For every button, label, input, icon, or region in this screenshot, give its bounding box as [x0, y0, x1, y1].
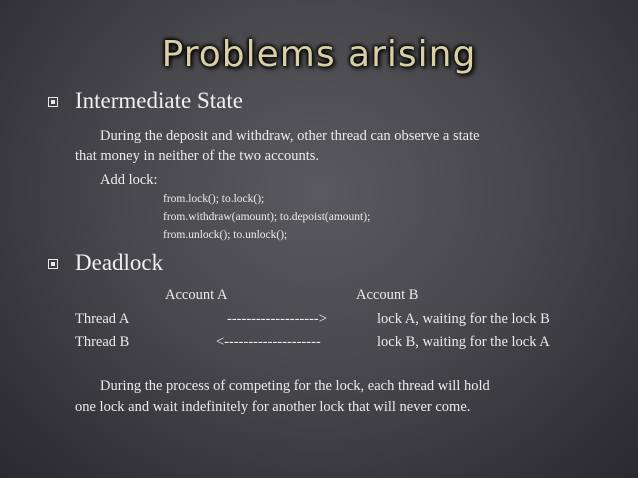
paragraph-line: one lock and wait indefinitely for another lock that will never come. — [75, 399, 471, 415]
slide-title: Problems arising — [161, 34, 477, 75]
account-a-label: Account A — [165, 287, 228, 303]
paragraph-line: During the deposit and withdraw, other thread can observe a state — [100, 128, 480, 144]
bullet-icon — [48, 97, 58, 107]
account-b-label: Account B — [356, 287, 419, 303]
code-line: from.withdraw(amount); to.depoist(amount); — [163, 211, 371, 223]
add-lock-label: Add lock: — [100, 172, 158, 188]
code-line: from.lock(); to.lock(); — [163, 193, 265, 205]
paragraph-line: that money in neither of the two accounts. — [75, 148, 320, 164]
thread-a-description: lock A, waiting for the lock B — [377, 311, 550, 327]
thread-a-label: Thread A — [75, 311, 130, 327]
thread-b-label: Thread B — [75, 334, 130, 350]
section-heading-deadlock: Deadlock — [75, 250, 164, 275]
code-line: from.unlock(); to.unlock(); — [163, 229, 288, 241]
arrow-left: <-------------------- — [216, 334, 321, 350]
bullet-icon — [48, 259, 58, 269]
thread-b-description: lock B, waiting for the lock A — [377, 334, 550, 350]
paragraph-line: During the process of competing for the lock, each thread will hold — [100, 378, 490, 394]
arrow-right: -------------------> — [227, 311, 327, 327]
section-heading-intermediate-state: Intermediate State — [75, 88, 243, 113]
